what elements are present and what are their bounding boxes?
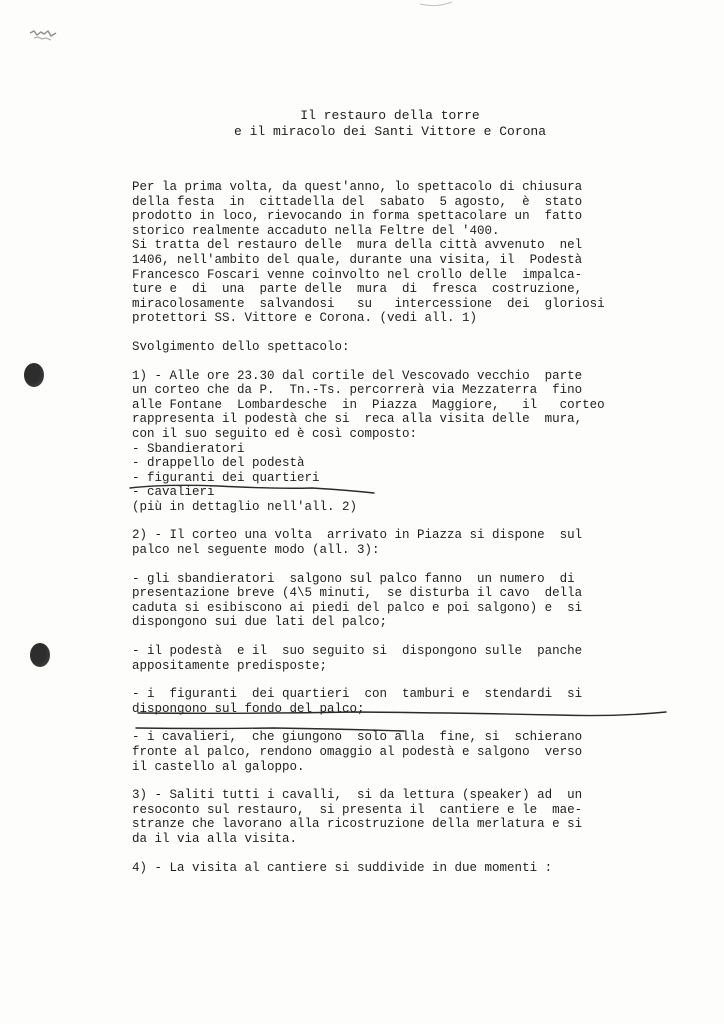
text-line: protettori SS. Vittore e Corona. (vedi all. 1): [132, 311, 478, 326]
text-line: 1406, nell'ambito del quale, durante una visita, il Podestà: [132, 252, 583, 267]
text-line: 4) - La visita al cantiere si suddivide in due momenti :: [132, 860, 553, 875]
item-3: [132, 788, 670, 846]
title-line-1: Il restauro della torre: [300, 108, 480, 123]
text-line: storico realmente accaduto nella Feltre del '400.: [132, 223, 500, 238]
text-line: ture e di una parte delle mura di fresca costruzione,: [132, 282, 583, 297]
item-2: [132, 528, 670, 557]
item-1: [132, 369, 670, 515]
punch-hole-upper: [24, 363, 44, 387]
item-4: [132, 861, 670, 876]
text-line: fronte al palco, rendono omaggio al podestà e salgono verso: [132, 745, 583, 759]
item-2-sub-1: [132, 572, 670, 630]
item-2-sub-2: [132, 644, 670, 673]
text-line: da il via alla visita.: [132, 831, 298, 846]
text-line: - gli sbandieratori salgono sul palco fanno un numero di: [132, 571, 575, 586]
text-line: 1) - Alle ore 23.30 dal cortile del Vescovado vecchio parte: [132, 368, 583, 383]
text-line: Francesco Foscari venne coinvolto nel crollo delle impalca-: [132, 267, 583, 282]
list-note: (più in dettaglio nell'all. 2): [132, 499, 358, 514]
item-2-sub-4: [132, 730, 670, 774]
text-line: con il suo seguito ed è così composto:: [132, 426, 418, 441]
text-line: Si tratta del restauro delle mura della città avvenuto nel: [132, 238, 583, 253]
text-line-underlined: - i figuranti dei quartieri con tamburi e stendardi si: [132, 687, 583, 702]
list-item: - Sbandieratori: [132, 441, 245, 456]
intro-paragraph: [132, 180, 670, 326]
text-line: stranze che lavorano alla ricostruzione della merlatura e si: [132, 817, 583, 832]
text-line: appositamente predisposte;: [132, 658, 328, 673]
text-line: dispongono sui due lati del palco;: [132, 615, 388, 630]
punch-hole-lower: [30, 643, 50, 667]
document-body: [132, 180, 670, 875]
list-item-underlined: - figuranti dei quartieri: [132, 470, 320, 485]
title-line-2: e il miracolo dei Santi Vittore e Corona: [233, 124, 547, 139]
scan-mark-top: [418, 0, 454, 8]
text-line: rappresenta il podestà che si reca alla visita delle mura,: [132, 412, 583, 427]
section-heading-text: Svolgimento dello spettacolo:: [132, 339, 350, 354]
text-line: 2) - Il corteo una volta arrivato in Piazza si dispone sul: [132, 528, 583, 543]
text-line: miracolosamente salvandosi su intercessione dei gloriosi: [132, 296, 605, 311]
text-line: della festa in cittadella del sabato 5 agosto, è stato: [132, 194, 583, 209]
item-2-sub-3: [132, 687, 670, 716]
text-line: un corteo che da P. Tn.-Ts. percorrerà via Mezzaterra fino: [132, 383, 583, 398]
list-item: - drappello del podestà: [132, 456, 305, 471]
document-title: [210, 108, 570, 140]
section-heading: [132, 340, 670, 355]
text-line-underlined: dispongono sul fondo del palco;: [132, 701, 365, 716]
text-line: resoconto sul restauro, si presenta il cantiere e le mae-: [132, 802, 583, 817]
text-line: palco nel seguente modo (all. 3):: [132, 543, 380, 558]
text-line: alle Fontane Lombardesche in Piazza Maggiore, il corteo: [132, 397, 605, 412]
list-item: - cavalieri: [132, 485, 215, 500]
text-line: presentazione breve (4\5 minuti, se disturba il cavo della: [132, 586, 583, 601]
text-line: - i cavalieri, che giungono solo alla fine, si schierano: [132, 730, 583, 745]
text-line: 3) - Saliti tutti i cavalli, si da lettura (speaker) ad un: [132, 788, 583, 803]
text-line: Per la prima volta, da quest'anno, lo spettacolo di chiusura: [132, 180, 583, 194]
text-line: il castello al galoppo.: [132, 759, 305, 774]
text-line: - il podestà e il suo seguito si dispongono sulle panche: [132, 644, 583, 659]
scan-mark-top-left: [28, 26, 60, 44]
text-line: prodotto in loco, rievocando in forma spettacolare un fatto: [132, 209, 583, 224]
text-line: caduta si esibiscono ai piedi del palco e poi salgono) e si: [132, 600, 583, 615]
